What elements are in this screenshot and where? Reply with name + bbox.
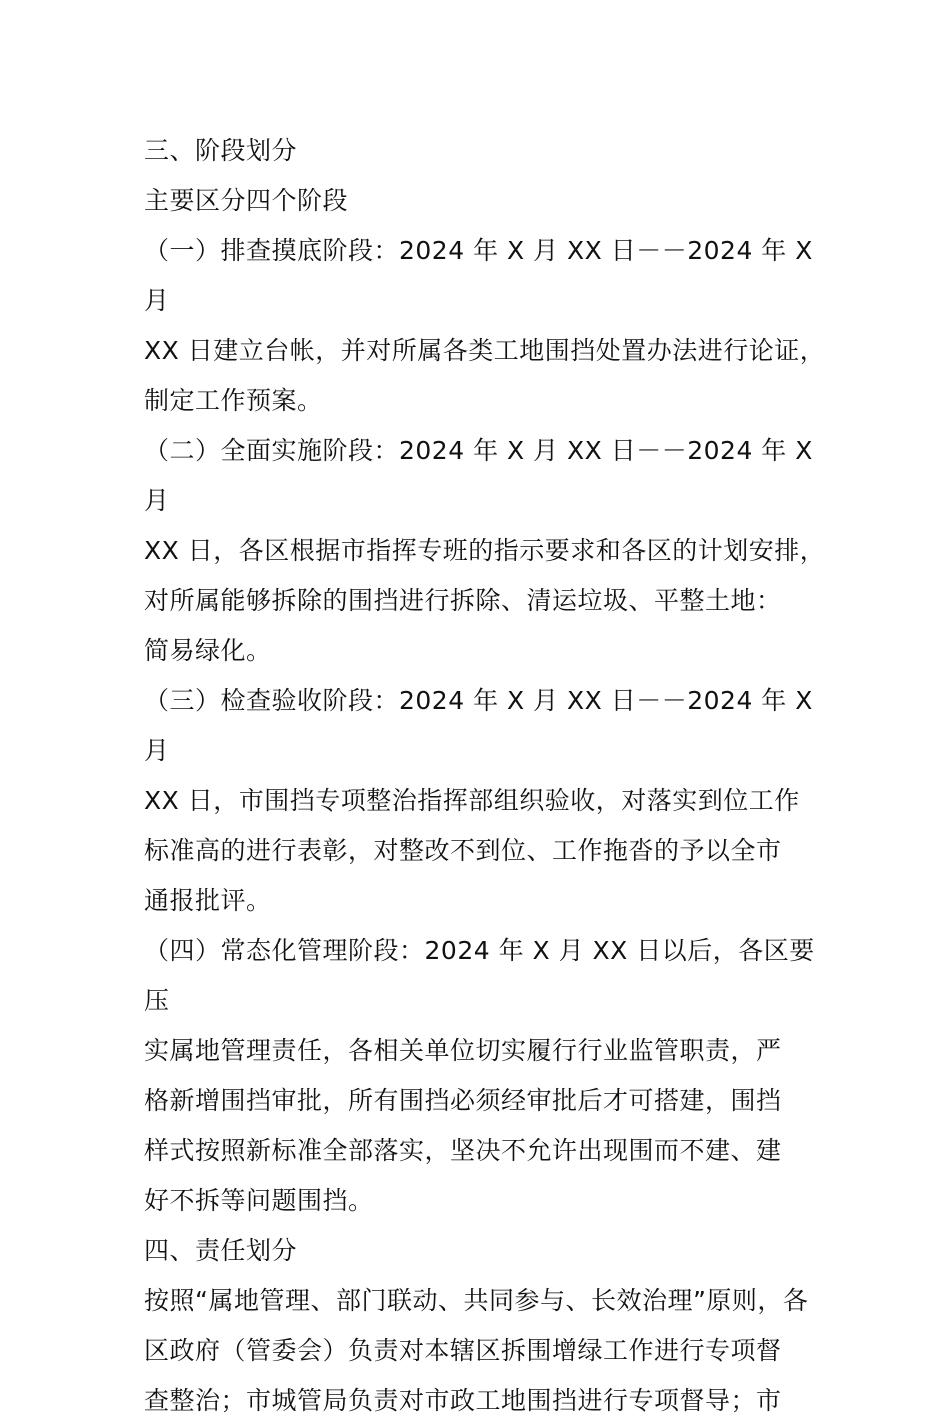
paragraph-line: 区政府（管委会）负责对本辖区拆围增绿工作进行专项督 (144, 1336, 782, 1365)
paragraph-line: （二）全面实施阶段：2024 年 X 月 XX 日－－2024 年 X 月 (144, 436, 813, 515)
paragraph-line: 好不拆等问题围挡。 (144, 1186, 374, 1215)
paragraph-line: 格新增围挡审批，所有围挡必须经审批后才可搭建，围挡 (144, 1086, 782, 1115)
section-heading-stage-division: 三、阶段划分 (144, 136, 298, 165)
paragraph-line: 实属地管理责任，各相关单位切实履行行业监管职责，严 (144, 1036, 782, 1065)
paragraph-line: 按照“属地管理、部门联动、共同参与、长效治理”原则，各 (144, 1286, 809, 1315)
document-body (144, 126, 834, 1426)
paragraph-line: 对所属能够拆除的围挡进行拆除、清运垃圾、平整土地： (144, 586, 782, 615)
paragraph-line: XX 日建立台帐，并对所属各类工地围挡处置办法进行论证， (144, 336, 826, 365)
paragraph-line: （四）常态化管理阶段：2024 年 X 月 XX 日以后，各区要压 (144, 936, 815, 1015)
paragraph-line: 主要区分四个阶段 (144, 186, 349, 215)
paragraph-line: 查整治；市城管局负责对市政工地围挡进行专项督导；市 (144, 1386, 782, 1415)
paragraph-line: 简易绿化。 (144, 636, 272, 665)
paragraph-line: 标准高的进行表彰，对整改不到位、工作拖沓的予以全市 (144, 836, 782, 865)
paragraph-line: XX 日，市围挡专项整治指挥部组织验收，对落实到位工作 (144, 786, 800, 815)
section-heading-responsibility: 四、责任划分 (144, 1236, 298, 1265)
paragraph-line: 样式按照新标准全部落实，坚决不允许出现围而不建、建 (144, 1136, 782, 1165)
paragraph-line: （一）排查摸底阶段：2024 年 X 月 XX 日－－2024 年 X 月 (144, 236, 813, 315)
paragraph-line: 制定工作预案。 (144, 386, 323, 415)
paragraph-line: XX 日，各区根据市指挥专班的指示要求和各区的计划安排， (144, 536, 826, 565)
paragraph-line: 通报批评。 (144, 886, 272, 915)
paragraph-line: （三）检查验收阶段：2024 年 X 月 XX 日－－2024 年 X 月 (144, 686, 813, 765)
